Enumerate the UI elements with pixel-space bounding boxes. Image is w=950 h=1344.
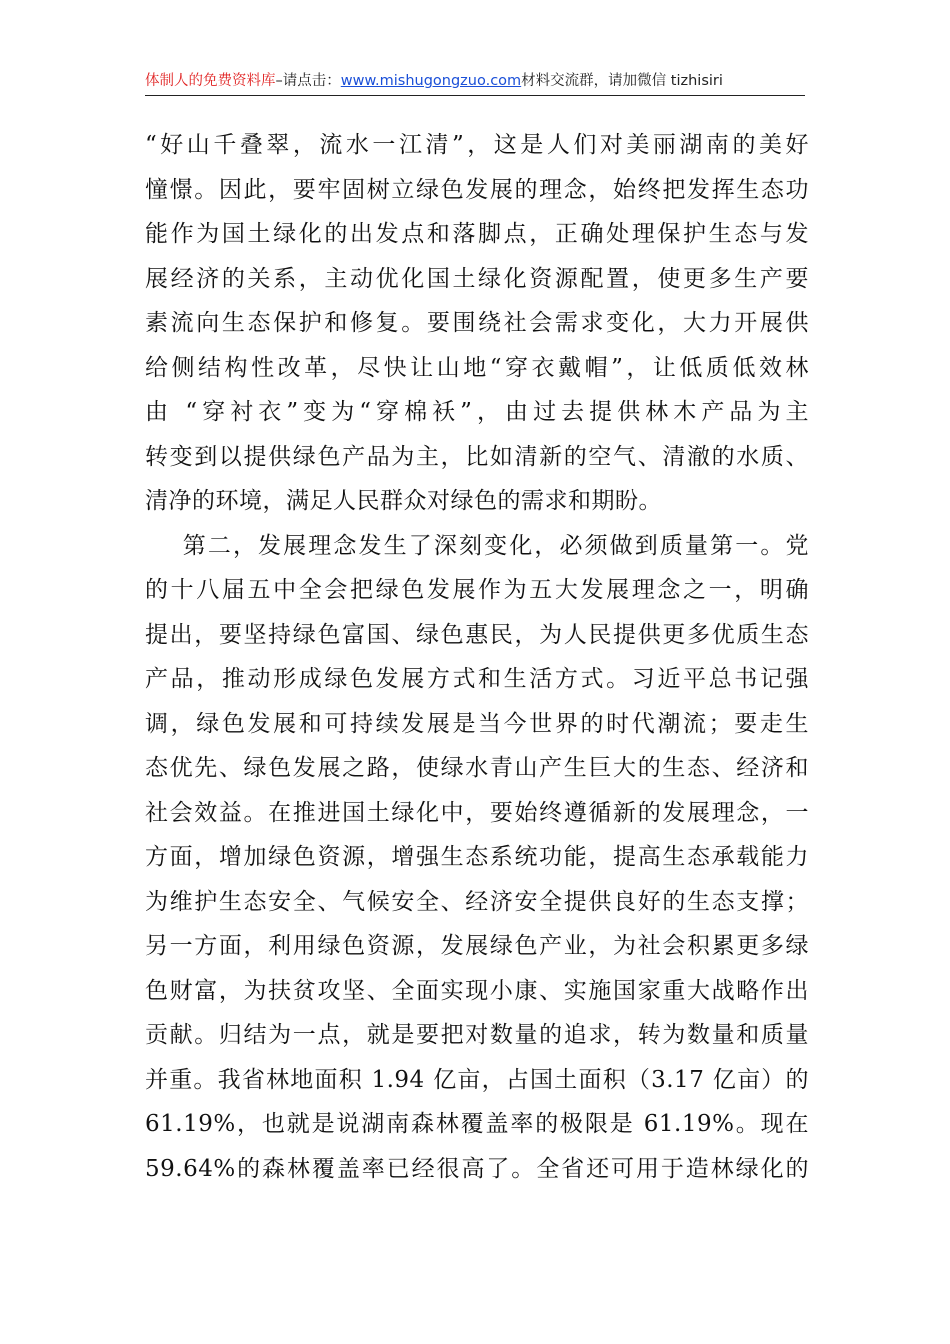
text-line: 方面，增加绿色资源，增强生态系统功能，提高生态承载能力 <box>145 844 809 870</box>
paragraph-1 <box>145 123 809 524</box>
header-prefix: –请点击： <box>275 73 341 89</box>
text-line: 贡献。归结为一点，就是要把对数量的追求，转为数量和质量 <box>145 1022 809 1048</box>
text-line: 提出，要坚持绿色富国、绿色惠民，为人民提供更多优质生态 <box>145 621 809 648</box>
text-line: 色财富，为扶贫攻坚、全面实现小康、实施国家重大战略作出 <box>145 977 809 1004</box>
text-line: 态优先、绿色发展之路，使绿水青山产生巨大的生态、经济和 <box>145 755 809 781</box>
header-link[interactable]: www.mishugongzuo.com <box>340 73 522 89</box>
text-line: 的十八届五中全会把绿色发展作为五大发展理念之一，明确 <box>145 577 809 603</box>
text-line: 憧憬。因此，要牢固树立绿色发展的理念，始终把发挥生态功 <box>145 176 809 203</box>
header-divider <box>145 95 805 96</box>
paragraph-2 <box>145 524 809 1192</box>
text-line: 展经济的关系，主动优化国土绿化资源配置，使更多生产要 <box>145 265 809 292</box>
text-line: 59.64%的森林覆盖率已经很高了。全省还可用于造林绿化的 <box>145 1155 809 1182</box>
header-brand: 体制人的免费资料库 <box>145 73 276 89</box>
document-body <box>145 123 809 1191</box>
text-line: 转变到以提供绿色产品为主，比如清新的空气、清澈的水质、 <box>145 443 809 470</box>
header-suffix: 材料交流群，请加微信 tizhisiri <box>521 73 723 89</box>
text-line: 并重。我省林地面积 1.94 亿亩，占国土面积（3.17 亿亩）的 <box>145 1066 809 1093</box>
text-line: 由 “穿衬衣”变为“穿棉袄”，由过去提供林木产品为主 <box>145 399 809 425</box>
text-line: 给侧结构性改革，尽快让山地“穿衣戴帽”，让低质低效林 <box>145 354 809 381</box>
text-line: 第二，发展理念发生了深刻变化，必须做到质量第一。党 <box>145 532 809 559</box>
text-line: 为维护生态安全、气候安全、经济安全提供良好的生态支撑； <box>145 888 809 915</box>
text-line: 社会效益。在推进国土绿化中，要始终遵循新的发展理念，一 <box>145 799 809 826</box>
text-line: 能作为国土绿化的出发点和落脚点，正确处理保护生态与发 <box>145 221 809 247</box>
text-line: “好山千叠翠，流水一江清”，这是人们对美丽湖南的美好 <box>145 132 809 158</box>
text-line: 61.19%，也就是说湖南森林覆盖率的极限是 61.19%。现在 <box>145 1111 809 1137</box>
page-header <box>145 68 805 94</box>
text-line: 素流向生态保护和修复。要围绕社会需求变化，大力开展供 <box>145 310 809 336</box>
text-line: 产品，推动形成绿色发展方式和生活方式。习近平总书记强 <box>145 666 809 692</box>
text-line: 清净的环境，满足人民群众对绿色的需求和期盼。 <box>145 488 662 514</box>
text-line: 另一方面，利用绿色资源，发展绿色产业，为社会积累更多绿 <box>145 933 809 959</box>
text-line: 调，绿色发展和可持续发展是当今世界的时代潮流；要走生 <box>145 710 809 737</box>
